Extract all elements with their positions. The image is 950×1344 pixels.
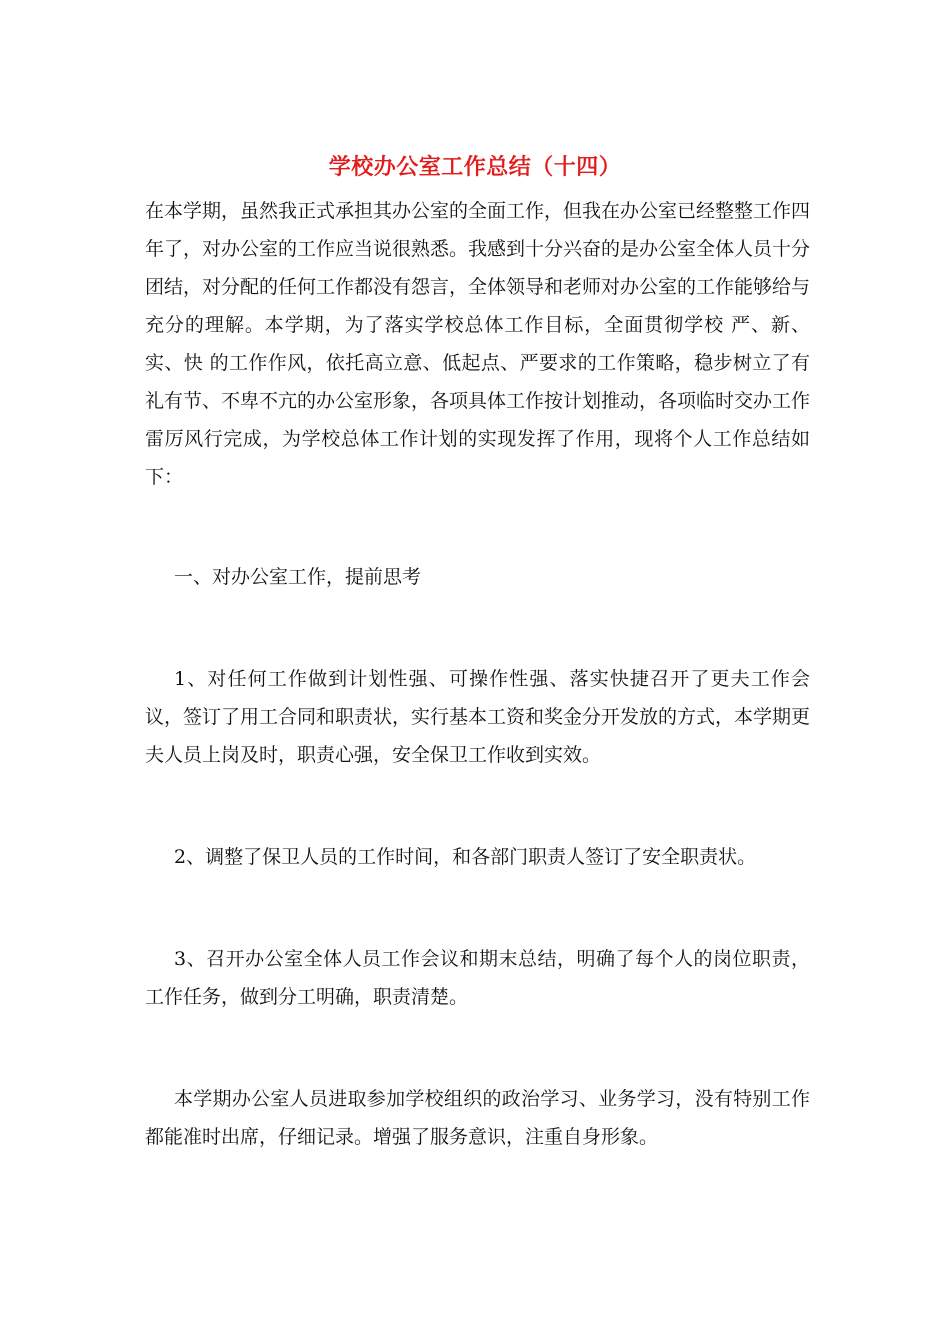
list-item: 1、对任何工作做到计划性强、可操作性强、落实快捷召开了更夫工作会议，签订了用工合同和职责状，实行基本工资和奖金分开发放的方式，本学期更夫人员上岗及时，职责心强，安全保卫工作收到实效。 [145,668,811,766]
document-title: 学校办公室工作总结（十四） [328,154,622,180]
intro-paragraph: 在本学期，虽然我正式承担其办公室的全面工作，但我在办公室已经整整工作四年了，对办公室的工作应当说很熟悉。我感到十分兴奋的是办公室全体人员十分团结，对分配的任何工作都没有怨言，全体领导和老师对办公室的工作能够给与充分的理解。本学期，为了落实学校总体工作目标，全面贯彻学校 严、新、实、快 的工作作风，依托高立意、低起点、严要求的工作策略，稳步树立了有礼有节、不卑不亢的办公室形象，各项具体工作按计划推动，各项临时交办工作雷厉风行完成，为学校总体工作计划的实现发挥了作用，现将个人工作总结如下： [145,200,811,488]
list-item: 2、调整了保卫人员的工作时间，和各部门职责人签订了安全职责状。 [174,846,757,868]
list-item: 3、召开办公室全体人员工作会议和期末总结，明确了每个人的岗位职责，工作任务，做到分工明确，职责清楚。 [145,948,810,1008]
section-heading: 一、对办公室工作，提前思考 [174,566,422,588]
study-paragraph: 本学期办公室人员进取参加学校组织的政治学习、业务学习，没有特别工作都能准时出席，仔细记录。增强了服务意识，注重自身形象。 [145,1088,810,1148]
